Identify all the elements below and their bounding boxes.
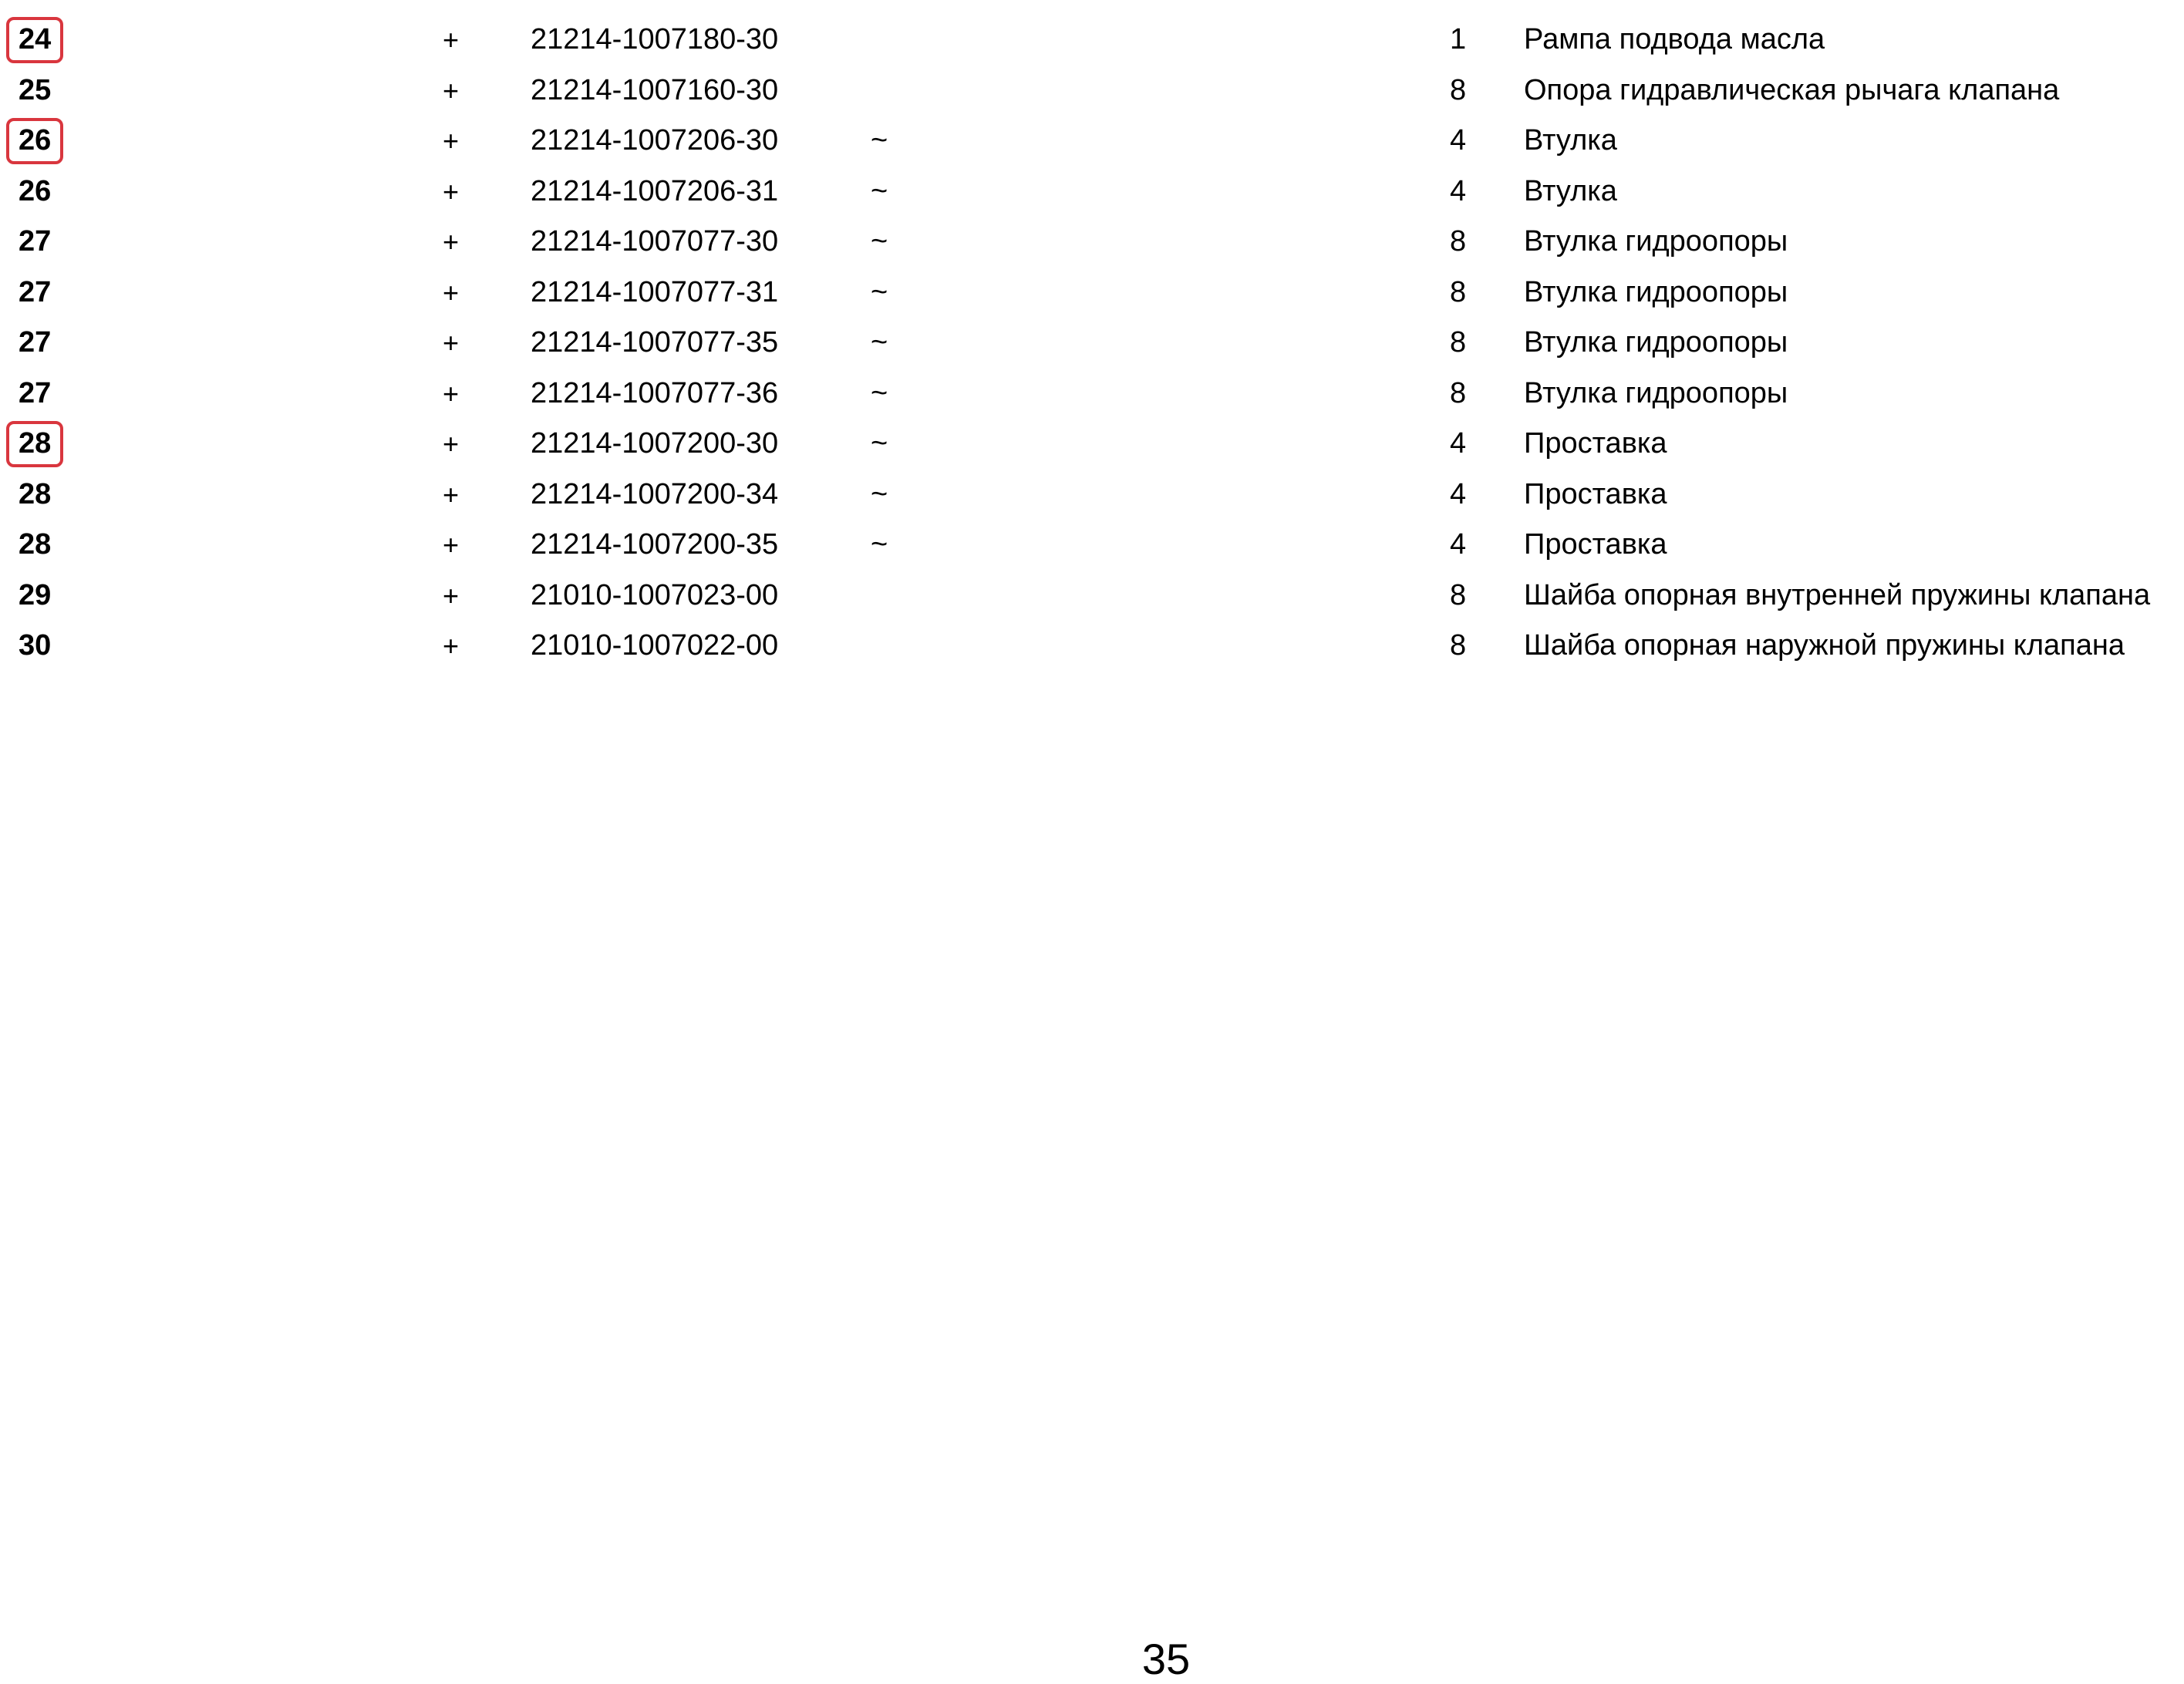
variant-mark: ~ [871,528,888,561]
part-description: Опора гидравлическая рычага клапана [1524,73,2060,106]
part-number: 21010-1007022-00 [531,629,779,662]
table-row [0,470,2184,520]
table-row [0,369,2184,419]
table-row [0,217,2184,268]
availability-mark: + [443,175,460,207]
position-number-highlighted[interactable]: 26 [19,116,51,167]
position-number[interactable]: 26 [19,174,52,207]
position-number[interactable]: 27 [19,326,52,359]
position-number[interactable]: 27 [19,225,52,258]
availability-mark: + [443,74,460,106]
variant-mark: ~ [871,477,888,510]
table-row [0,66,2184,116]
availability-mark: + [443,377,460,409]
table-row [0,419,2184,470]
part-description: Втулка [1524,124,1617,157]
variant-mark: ~ [871,275,888,308]
quantity: 4 [1450,427,1467,460]
part-number: 21010-1007023-00 [531,578,779,611]
part-description: Втулка гидроопоры [1524,225,1788,258]
availability-mark: + [443,529,460,561]
part-description: Рампа подвода масла [1524,23,1825,56]
position-number[interactable]: 25 [19,73,52,106]
part-description: Проставка [1524,477,1667,510]
variant-mark: ~ [871,376,888,409]
part-description: Проставка [1524,427,1667,460]
position-number[interactable]: 29 [19,578,52,611]
variant-mark: ~ [871,174,888,207]
part-number: 21214-1007077-31 [531,275,779,308]
part-number: 21214-1007160-30 [531,73,779,106]
quantity: 4 [1450,528,1467,561]
position-number-highlighted[interactable]: 28 [19,419,51,470]
position-number-highlighted[interactable]: 24 [19,15,51,66]
part-number: 21214-1007077-36 [531,376,779,409]
part-description: Шайба опорная наружной пружины клапана [1524,629,2125,662]
quantity: 8 [1450,275,1467,308]
availability-mark: + [443,478,460,510]
part-description: Шайба опорная внутренней пружины клапана [1524,578,2151,611]
part-number: 21214-1007200-30 [531,427,779,460]
table-row [0,15,2184,66]
part-number: 21214-1007077-30 [531,225,779,258]
table-row [0,621,2184,672]
table-row [0,268,2184,318]
variant-mark: ~ [871,326,888,359]
variant-mark: ~ [871,225,888,258]
part-number: 21214-1007180-30 [531,23,779,56]
part-description: Втулка [1524,174,1617,207]
availability-mark: + [443,276,460,308]
part-description: Проставка [1524,528,1667,561]
part-description: Втулка гидроопоры [1524,376,1788,409]
availability-mark: + [443,24,460,56]
position-number[interactable]: 28 [19,477,52,510]
availability-mark: + [443,579,460,611]
position-number[interactable]: 27 [19,376,52,409]
quantity: 8 [1450,629,1467,662]
quantity: 4 [1450,477,1467,510]
quantity: 8 [1450,225,1467,258]
table-row [0,571,2184,621]
variant-mark: ~ [871,427,888,460]
part-number: 21214-1007206-31 [531,174,779,207]
quantity: 4 [1450,124,1467,157]
part-number: 21214-1007200-34 [531,477,779,510]
availability-mark: + [443,428,460,460]
position-number[interactable]: 27 [19,275,52,308]
position-number[interactable]: 30 [19,629,52,662]
part-number: 21214-1007206-30 [531,124,779,157]
quantity: 8 [1450,326,1467,359]
availability-mark: + [443,226,460,258]
availability-mark: + [443,125,460,157]
table-row [0,520,2184,571]
table-row [0,318,2184,369]
page-number: 35 [1141,1635,1191,1683]
quantity: 8 [1450,578,1467,611]
table-row [0,167,2184,217]
quantity: 4 [1450,174,1467,207]
parts-table [0,15,2184,672]
availability-mark: + [443,630,460,662]
quantity: 8 [1450,73,1467,106]
part-description: Втулка гидроопоры [1524,326,1788,359]
variant-mark: ~ [871,124,888,157]
part-number: 21214-1007077-35 [531,326,779,359]
position-number[interactable]: 28 [19,528,52,561]
part-number: 21214-1007200-35 [531,528,779,561]
table-row [0,116,2184,167]
quantity: 1 [1450,23,1467,56]
quantity: 8 [1450,376,1467,409]
part-description: Втулка гидроопоры [1524,275,1788,308]
availability-mark: + [443,327,460,359]
